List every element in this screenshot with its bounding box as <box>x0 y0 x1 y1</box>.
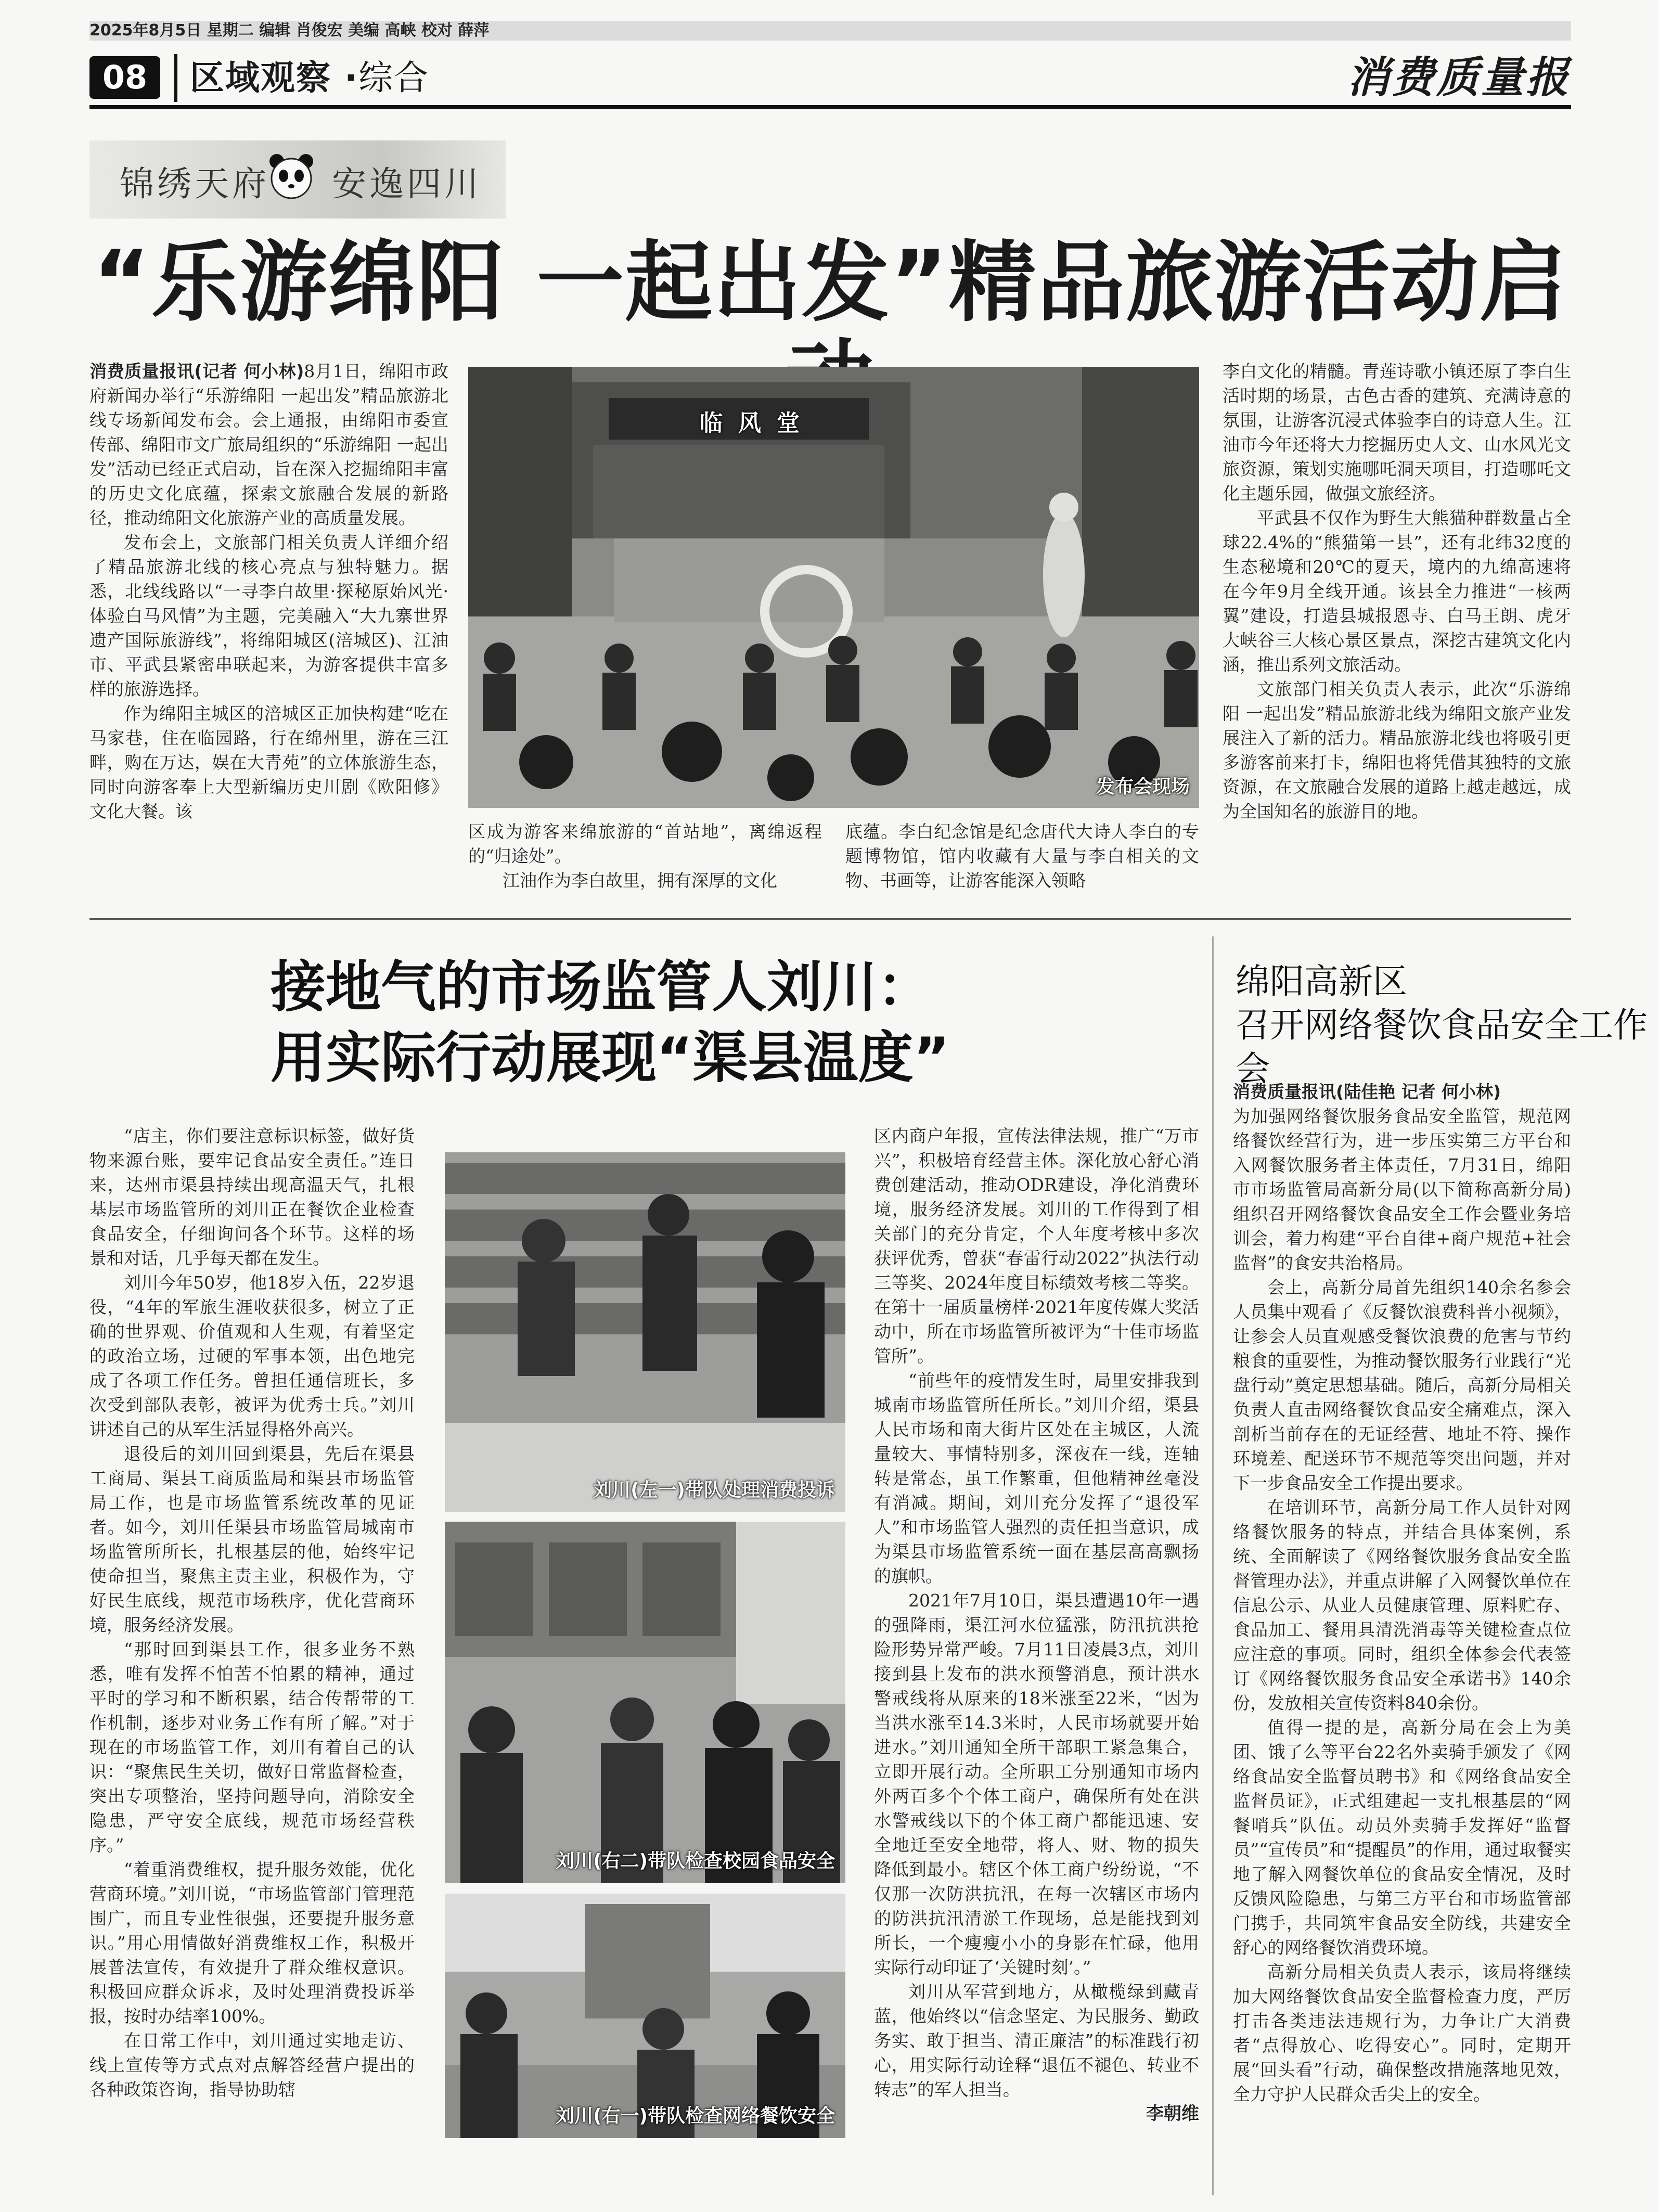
article2-para: 在日常工作中，刘川通过实地走访、线上宣传等方式点对点解答经营户提出的各种政策咨询，指导协助辖 <box>89 2030 415 2100</box>
dateline: 2025年8月5日 星期二 编辑 肖俊宏 美编 高峡 校对 薛萍 <box>89 21 490 40</box>
article2-para: 退役后的刘川回到渠县，先后在渠县工商局、渠县工商质监局和渠县市场监管局工作，也是市场监管系统改革的见证者。如今，刘川任渠县市场监管局城南市场监管所所长，扎根基层的他，始终牢记使命担当，聚焦主责主业，积极作为，守好民生底线，规范市场秩序，优化营商环境，服务经济发展。 <box>89 1444 415 1635</box>
article1-para: 发布会上，文旅部门相关负责人详细介绍了精品旅游北线的核心亮点与独特魅力。据悉，北线线路以“一寻李白故里·探秘原始风光·体验白马风情”为主题，完美融入“大九寨世界遗产国际旅游线”，将绵阳城区(涪城区)、江油市、平武县紧密串联起来，为游客提供丰富多样的旅游选择。 <box>89 532 448 699</box>
article2-para: “店主，你们要注意标识标签，做好货物来源台账，要牢记食品安全责任。”连日来，达州市渠县持续出现高温天气，扎根基层市场监管所的刘川正在餐饮企业检查食品安全，仔细询问各个环节。这样的场景和对话，几乎每天都在发生。 <box>89 1126 415 1268</box>
article2-col3 <box>874 1124 1199 2126</box>
article1-col3 <box>845 819 1199 893</box>
article2-para: 刘川从军营到地方，从橄榄绿到藏青蓝，他始终以“信念坚定、为民服务、勤政务实、敢于担当、清正廉洁”的标准践行初心，用实际行动诠释“退伍不褪色、转业不转志”的军人担当。 <box>874 1982 1199 2100</box>
article1-col1 <box>89 359 448 824</box>
banner-right: 安逸四川 <box>332 164 482 204</box>
article1-headline: “乐游绵阳 一起出发”精品旅游活动启 <box>93 232 1568 333</box>
article3-para: 会上，高新分局首先组织140余名参会人员集中观看了《反餐饮浪费科普小视频》，让参会人员直观感受餐饮浪费的危害与节约粮食的重要性，为推动餐饮服务行业践行“光盘行动”奠定思想基础。随后，高新分局相关负责人直击网络餐饮食品安全痛难点，深入剖析当前存在的无证经营、地址不符、操作环境差、配送环节不规范等突出问题，并对下一步食品安全工作提出要求。 <box>1233 1277 1571 1493</box>
article1-para: 8月1日，绵阳市政府新闻办举行“乐游绵阳 一起出发”精品旅游北线专场新闻发布会。会上通报，由绵阳市委宣传部、绵阳市文广旅局组织的“乐游绵阳 一起出发”活动已经正式启动，旨在深入挖掘绵阳丰富的历史文化底蕴，探索文旅融合发展的新路径，推动绵阳文化旅游产业的高质量发展。 <box>89 361 448 528</box>
article1-col2 <box>468 819 822 893</box>
page-number: 08 <box>89 56 160 99</box>
article2-byline: 李朝维 <box>1146 2103 1199 2124</box>
article2-para: 刘川今年50岁，他18岁入伍，22岁退役，“4年的军旅生涯收获很多，树立了正确的世界观、价值观和人生观，有着坚定的政治立场，过硬的军事本领，出色地完成了各项工作任务。曾担任通信班长，多次受到部队表彰，被评为优秀士兵。”刘川讲述自己的从军生活显得格外高兴。 <box>89 1272 415 1439</box>
article1-lead: 消费质量报讯(记者 何小林) <box>89 361 304 381</box>
article1-para: 区成为游客来绵旅游的“首站地”，离绵返程的“归途处”。 <box>468 821 822 866</box>
article1-para: 文旅部门相关负责人表示，此次“乐游绵阳 一起出发”精品旅游北线为绵阳文旅产业发展注入了新的活力。精品旅游北线也将吸引更多游客前来打卡，绵阳也将凭借其独特的文旅资源，在文旅融合发展的道路上越走越远，成为全国知名的旅游目的地。 <box>1223 679 1571 821</box>
article2-para: 2021年7月10日，渠县遭遇10年一遇的强降雨，渠江河水位猛涨，防汛抗洪抢险形势异常严峻。7月11日凌晨3点，刘川接到县上发布的洪水预警消息，预计洪水警戒线将从原来的18米涨至22米，“因为当洪水涨至14.3米时，人民市场就要开始进水。”刘川通知全所干部职工紧急集合，立即开展行动。全所职工分别通知市场内外两百多个个体工商户，确保所有处在洪水警戒线以下的个体工商户都能迅速、安全地迁至安全地带，将人、财、物的损失降低到最小。辖区个体工商户纷纷说，“不仅那一次防洪抗汛，在每一次辖区市场内的防洪抗汛清淤工作现场，总是能找到刘所长，一个瘦瘦小小的身影在忙碌，他用实际行动印证了‘关键时刻’。” <box>874 1590 1199 1977</box>
article3-headline <box>1236 960 1659 1091</box>
article3-lead: 消费质量报讯(陆佳艳 记者 何小林) <box>1233 1082 1501 1102</box>
section-sep: · <box>344 58 359 98</box>
article1-para: 李白文化的精髓。青莲诗歌小镇还原了李白生活时期的场景，古色古香的建筑、充满诗意的氛围，让游客沉浸式体验李白的诗意人生。江油市今年还将大力挖掘历史人文、山水风光文旅资源，策划实施哪吒洞天项目，打造哪吒文化主题乐园，做强文旅经济。 <box>1223 361 1571 504</box>
photo-plaque: 临风堂 <box>700 410 815 436</box>
article3-para: 值得一提的是，高新分局在会上为美团、饿了么等平台22名外卖骑手颁发了《网络食品安全监督员聘书》和《网络食品安全监督员证》，正式组建起一支扎根基层的“网餐哨兵”队伍。动员外卖骑手发挥好“监督员”“宣传员”和“提醒员”的作用，通过取餐实地了解入网餐饮单位的食品安全情况，及时反馈风险隐患，与第三方平台和市场监管部门携手，共同筑牢食品安全防线，共建安全舒心的网络餐饮消费环境。 <box>1233 1717 1571 1958</box>
article3-para: 为加强网络餐饮服务食品安全监管，规范网络餐饮经营行为，进一步压实第三方平台和入网餐饮服务者主体责任，7月31日，绵阳市市场监管局高新分局(以下简称高新分局)组织召开网络餐饮食品安全工作会暨业务培训会，着力构建“平台自律+商户规范+社会监督”的食安共治格局。 <box>1233 1106 1571 1273</box>
section-title <box>190 54 429 102</box>
article2-headline-line2: 用实际行动展现“渠县温度” <box>271 1026 950 1090</box>
article1-col4 <box>1223 359 1571 824</box>
photo-caption: 刘川(左一)带队处理消费投诉 <box>593 1480 835 1501</box>
article3-headline-line2: 召开网络餐饮食品安全工作会 <box>1236 1005 1648 1089</box>
article1-para: 底蕴。李白纪念馆是纪念唐代大诗人李白的专题博物馆，馆内收藏有大量与李白相关的文物、书画等，让游客能深入领略 <box>845 821 1199 891</box>
column-divider <box>1212 936 1214 2195</box>
article2-col1 <box>89 1124 415 2102</box>
article2-headline-line1: 接地气的市场监管人刘川： <box>271 955 932 1019</box>
article1-para: 平武县不仅作为野生大熊猫种群数量占全球22.4%的“熊猫第一县”，还有北纬32度的生态秘境和20℃的夏天，境内的九绵高速将在今年9月全线开通。该县全力推进“一核两翼”建设，打造县城报恩寺、白马王朗、虎牙大峡谷三大核心景区景点，深挖古建筑文化内涵，推出系列文旅活动。 <box>1223 508 1571 675</box>
article1-para: 作为绵阳主城区的涪城区正加快构建“吃在马家巷，住在临园路，行在绵州里，游在三江畔，购在万达，娱在大青苑”的立体旅游生态，同时向游客奉上大型新编历史川剧《欧阳修》文化大餐。该 <box>89 703 448 821</box>
masthead: 消费质量报 <box>1347 53 1571 102</box>
article3-body <box>1233 1079 1571 2106</box>
photo-caption: 发布会现场 <box>1096 776 1190 798</box>
article2-para: “前些年的疫情发生时，局里安排我到城南市场监管所任所长。”刘川介绍，渠县人民市场和南大街片区处在主城区，人流量较大、事情特别多，深夜在一线，连轴转是常态，虽工作繁重，但他精神丝毫没有消减。期间，刘川充分发挥了“退役军人”和市场监管人强烈的责任担当意识，成为渠县市场监管系统一面在基层高高飘扬的旗帜。 <box>874 1370 1199 1586</box>
header-rule <box>89 105 1571 109</box>
article2-para: “着重消费维权，提升服务效能，优化营商环境。”刘川说，“市场监管部门管理范围广，而且专业性很强，还要提升服务意识。”用心用情做好消费维权工作，积极开展普法宣传，有效提升了群众维权意识。积极回应群众诉求，及时处理消费投诉举报，按时办结率100%。 <box>89 1859 415 2026</box>
article3-headline-line1: 绵阳高新区 <box>1236 961 1407 1001</box>
photo-school-food-safety <box>445 1522 845 1883</box>
article3-para: 高新分局相关负责人表示，该局将继续加大网络餐饮食品安全监督检查力度，严厉打击各类违法违规行为，力争让广大消费者“点得放心、吃得安心”。同时，定期开展“回头看”行动，确保整改措施落地见效，全力守护人民群众舌尖上的安全。 <box>1233 1962 1571 2104</box>
photo-consumer-complaint <box>445 1152 845 1512</box>
panda-icon <box>265 150 317 202</box>
banner-left: 锦绣天府 <box>120 164 269 204</box>
article2-para: 区内商户年报，宣传法律法规，推广“万市兴”，积极培育经营主体。深化放心舒心消费创建活动，推动ODR建设，净化消费环境，服务经济发展。刘川的工作得到了相关部门的充分肯定，个人年度考核中多次获评优秀，曾获“春雷行动2022”执法行动三等奖、2024年度目标绩效考核二等奖。在第十一届质量榜样·2021年度传媒大奖活动中，所在市场监管所被评为“十佳市场监管所”。 <box>874 1126 1199 1366</box>
photo-online-food-safety <box>445 1894 845 2138</box>
article3-para: 在培训环节，高新分局工作人员针对网络餐饮服务的特点，并结合具体案例，系统、全面解读了《网络餐饮服务食品安全监督管理办法》，并重点讲解了入网餐饮单位在信息公示、从业人员健康管理、原料贮存、食品加工、餐用具清洗消毒等关键检查点位应注意的事项。同时，组织全体参会代表签订《网络餐饮服务食品安全承诺书》140余份，发放相关宣传资料840余份。 <box>1233 1497 1571 1713</box>
press-conference-photo <box>468 367 1199 808</box>
article2-headline <box>271 952 949 1094</box>
section-main: 区域观察 <box>190 58 331 98</box>
photo-caption: 刘川(右一)带队检查网络餐饮安全 <box>556 2105 835 2127</box>
article2-para: “那时回到渠县工作，很多业务不熟悉，唯有发挥不怕苦不怕累的精神，通过平时的学习和不断积累，结合传帮带的工作机制，逐步对业务工作有所了解。”对于现在的市场监管工作，刘川有着自己的认识：“聚焦民生关切，做好日常监督检查，突出专项整治，坚持问题导向，消除安全隐患，严守安全底线，规范市场经营秩序。” <box>89 1639 415 1855</box>
article-divider <box>89 918 1571 920</box>
article1-para: 江油作为李白故里，拥有深厚的文化 <box>503 870 777 891</box>
section-sub: 综合 <box>358 58 430 98</box>
header-divider <box>174 54 177 102</box>
photo-caption: 刘川(右二)带队检查校园食品安全 <box>556 1850 835 1872</box>
